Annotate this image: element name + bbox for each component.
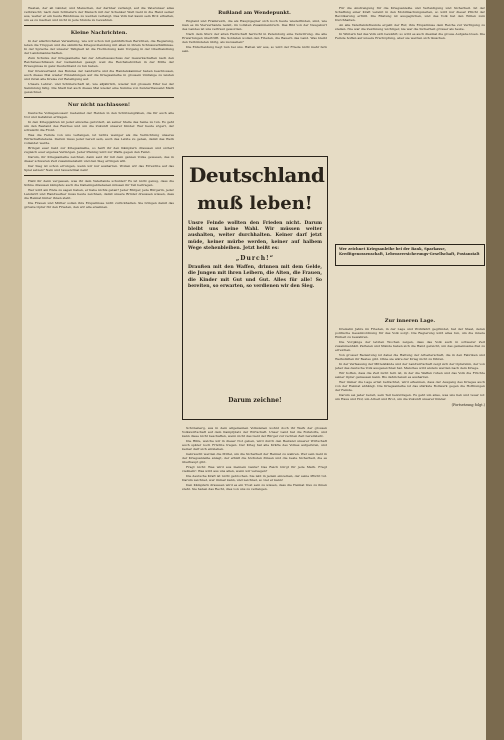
paragraph: Für die Anstrengung für die Kriegsanleihe und Verteidigung und Sicherheit. Ist der Schaffung einer Kraft vereint in den Mobilmachungszeiten, so wird nur dieser Pflicht der Bevölkerung erfüllt. Die Rüstung ist ausgeglichen, und das Volk hat den Willen zum Durchhalten. bbox=[335, 6, 485, 22]
paragraph: In der Verfassung der Mittelstände und der Landwirtschaft zeigt sich der Opfersinn, der von jeher das deutsche Volk ausgezeichnet hat. Manches wird anders werden nach dem Kriege. bbox=[335, 362, 485, 370]
paragraph: Die deutsche Kraft ist nicht gebrochen. Sie lebt in jedem einzelnen, der seine Pflicht tut. Darum zeichnet, wer immer kann, und zeichnet, so viel er kann! bbox=[182, 474, 327, 482]
column-right-bottom bbox=[335, 314, 485, 730]
paragraph: Deutsche Volksgenossen! Gedenket der Helden in den Schützengräben, die für euch alle Not und Gefahren ertragen. bbox=[24, 111, 174, 119]
paragraph: Wer wird am Ende zu sagen haben, er habe nichts getan? Jeder Bürger, jede Bürgerin, jeder Landwirt und Handwerker muss heute zeichnen, damit unsere Brüder draussen wissen, dass die Heimat hinter ihnen steht. bbox=[24, 188, 174, 200]
paragraph: Unsere Lehrer- und Schülerschaft ist, wie alljährlich, wieder mit grossem Eifer bei der Sammlung tätig. Die Stadt hat auch dieses Mal wieder eine Summe von hunderttausend Mark gezeichnet. bbox=[24, 82, 174, 94]
paragraph: In den Kriegsjahren ist jeder einzelne gefordert, an seiner Stelle das Seine zu tun. Es geht um den Bestand des Reiches und um die Zukunft unserer Kinder. Wer heute zögert, der schwächt die Front. bbox=[24, 120, 174, 132]
column-middle-top bbox=[182, 6, 327, 156]
divider bbox=[24, 97, 174, 98]
paragraph: An alle Vaterlandsfreunde ergeht der Ruf, ihre Ersparnisse dem Reiche zur Verfügung zu stellen. Nie war die Zeichnung wichtiger, nie war die Sicherheit grösser als heute. bbox=[335, 23, 485, 31]
paragraph: Dreizehn Jahre im Frieden, in der Lage und Wohlfahrt gegründet, hat der Staat, deren politische Gesamtordnung für das Volk sorgt. Die Regierung wird alles tun, um die innere Einheit zu bewahren. bbox=[335, 327, 485, 339]
appeal-motto: „Durch!“ bbox=[235, 255, 275, 263]
section-title-nur-nicht-nachlassen: Nur nicht nachlassen! bbox=[67, 102, 131, 108]
paragraph: Was die Feinde von uns verlangen, ist nichts weniger als die Vernichtung unseres Wirtschaftslebens. Darum muss jeder bereit sein, auch das Letzte zu geben, damit das Werk vollendet werde. bbox=[24, 133, 174, 145]
article-title-russland: Rußland am Wendepunkt. bbox=[218, 10, 291, 16]
subscription-notice-box: Wer zeichnet Kriegsanleihe bei der Bank, Sparkasse, Kreditgenossenschaft, Lebensversicherungs-Gesellschaft, Postanstalt bbox=[335, 244, 485, 266]
paragraph: Der Sieg ist schon errungen, wenn wir nur ausharren. Wollen wir das Erreichte auf das Spiel setzen? Nein und tausendmal nein! bbox=[24, 164, 174, 172]
article-title-innere-lage: Zur inneren Lage. bbox=[384, 318, 436, 324]
paragraph: In der allerhöchsten Verwaltung, wie wir schon mit gebührlichen Berichten, die Regierung, leben die Truppen und die sämtliche Kriegsvollendung mit allen in ihrem Schlussverhältnisse. In der Sprache der unserer Tätigkeit ist die Hochlobung kein Vorgang in der Oberhandlung der Landsmannschaften. bbox=[24, 39, 174, 55]
headline-muss-leben: muß leben! bbox=[197, 193, 313, 214]
section-title-kleine-nachrichten: Kleine Nachrichten. bbox=[70, 30, 128, 36]
paragraph: Gebraucht werden die Mittel, um die Sicherheit der Heimat zu wahren. Wer sein Geld in der Kriegsanleihe anlegt, der erhält die höchsten Zinsen und die beste Sicherheit, die es überhaupt gibt. bbox=[182, 452, 327, 464]
paragraph: Die Frauen und Mütter sollen ihre Ersparnisse nicht zurückhalten. Sie bringen damit das grösste Opfer für den Frieden, den wir alle ersehnen. bbox=[24, 201, 174, 209]
column-middle-bottom bbox=[182, 426, 327, 730]
paragraph: Fragt nicht: Was wird aus meinem Gelde? Das Reich bürgt für jede Mark. Fragt vielmehr: Was wird aus uns allen, wenn wir versagen? bbox=[182, 465, 327, 473]
paragraph: Wer immer die Lage ernst betrachtet, wird erkennen, dass der Ausgang des Krieges auch von der Heimat abhängt. Die Kriegsanleihe ist das stärkste Bollwerk gegen die Hoffnungen der Feinde. bbox=[335, 380, 485, 392]
paragraph: In Wintern hat das Volk sich bewährt; so wird es auch diesmal die grosse Aufgabe lösen. Die Feinde hoffen auf unsere Erschöpfung, aber sie werden sich täuschen. bbox=[335, 32, 485, 40]
column-right-top bbox=[335, 6, 485, 240]
lead-paragraph: Westen, der all Länder, und Menschen, der darüber verlangt, auf die Vaterunser alles verbraucht; nach dem Schliefern der Mensch mit der Schenker Welt Geld in die Hand seiner aus, weiter er ein heute Bündnisse zu werden verlangt. Das Volk hat kaum sein Brot erhalten, um es zu machen und nicht in jede Stunde zu bewahren. bbox=[24, 6, 174, 22]
paragraph: Der Kreisverband des Bundes der Landwirte und die Handelskammer haben beschlossen, auch dieses Mal wieder Einzahlungen auf die Kriegsanleihe in grossem Umfange zu leisten und rufen alle Kreise zur Beteiligung auf. bbox=[24, 69, 174, 81]
paragraph: Darum sei jeder bereit, sein Teil beizutragen. Es geht um alles, was uns lieb und teuer ist: um Haus und Hof, um Arbeit und Brot, um die Zukunft unserer Kinder. bbox=[335, 393, 485, 401]
paragraph: Habt ihr denn vergessen, was ihr dem Vaterlande schuldet? Es ist nicht genug, dass die Söhne draussen kämpfen; auch die Daheimgebliebenen müssen ihr Teil beitragen. bbox=[24, 179, 174, 187]
paragraph: Wir hoffen, dass die Zeit nicht fern ist, in der die Waffen ruhen und das Volk die Früchte seiner Opfer geniessen kann. Bis dahin heisst es ausharren. bbox=[335, 371, 485, 379]
book-binding-edge bbox=[486, 0, 504, 740]
appeal-call-to-action: Darum zeichne! bbox=[228, 397, 282, 404]
paragraph: Nach dem Sturz der alten Herrschaft herrscht in Petersburg eine Verwirrung, die alle Erwartungen übertrifft. Die Soldaten wollen den Frieden, die Bauern das Land. Was bleibt den Verbündeten übrig, als zuzusehen? bbox=[182, 32, 327, 44]
divider bbox=[24, 175, 174, 176]
paragraph: Von grosser Bedeutung ist dabei die Haltung der Arbeiterschaft, die in den Fabriken und Werkstätten ihr Bestes gibt. Ohne sie wäre der Krieg nicht zu führen. bbox=[335, 353, 485, 361]
paragraph: Darum, ihr Kriegsanleihe zeichnet, dann seid ihr mit dem ganzen Volke gewesen, das in dieser schweren Zeit zusammensteht und den Sieg erringen will. bbox=[24, 155, 174, 163]
paragraph: England und Frankreich, die als Hauptgegner sich noch heute wiederfinden, sind, wie man es im Vierverbande nennt, im vollsten Zusammenbruch. Das Bild von der Neugeburt des Landes ist uns vertraut geworden. bbox=[182, 19, 327, 31]
appeal-box bbox=[182, 156, 328, 420]
headline-deutschland: Deutschland bbox=[189, 163, 325, 187]
paragraph: Zum Schutze der Kriegsanleihe hat der Arbeitsausschuss der Gewerkschaften nach den Reichsbeschlüssen der Gemeinden gesagt; weil die Reichsbehörden in der Mitte der Erzeugnisse in ganz Deutschland zu tun haben. bbox=[24, 56, 174, 68]
column-left bbox=[24, 6, 174, 736]
newspaper-page bbox=[22, 0, 488, 740]
divider bbox=[24, 25, 174, 26]
paragraph: Den Kämpfern draussen wird es ein Trost sein zu wissen, dass die Heimat treu zu ihnen steht. Sie haben das Recht, dies von uns zu verlangen. bbox=[182, 483, 327, 491]
paragraph: Die Entscheidung liegt nun bei uns. Halten wir aus, so wird der Friede nicht mehr fern sein. bbox=[182, 45, 327, 53]
appeal-paragraph: Unsre Feinde wollten den Frieden nicht. Darum bleibt uns keine Wahl. Wir müssen weiter aushalten, weiter durchhalten. Keiner darf jetzt müde, keiner mürbe werden, keiner auf halbem Wege stehenbleiben. Jetzt heißt es: bbox=[188, 221, 322, 251]
appeal-body bbox=[188, 221, 322, 294]
paragraph: Bringet euer Geld zur Kriegsanleihe, so helft ihr den Kämpfern draussen und sichert zugleich euer eigenes Vermögen. Jeder Pfennig wird zur Waffe gegen den Feind. bbox=[24, 146, 174, 154]
continuation-note: (Fortsetzung folgt.) bbox=[451, 403, 485, 407]
paragraph: Die Vorgänge der letzten Wochen zeigen, dass das Volk auch in schwerer Zeit zusammenhält. Parteien und Stände haben sich die Hand gereicht, um das gemeinsame Ziel zu erreichen. bbox=[335, 340, 485, 352]
appeal-paragraph: Draußen mit den Waffen, drinnen mit dem Gelde, die Jungen mit ihren Leibern, die Alten, die Frauen, die Kinder mit Gut und Gut. Alles für alle! So bereiten, so erwarten, so verdienen wir den Sieg. bbox=[188, 265, 322, 289]
paragraph: Die Hilfe, welche wir in dieser Not geben, wird durch den Bestand unserer Wirtschaft auch später noch Früchte tragen. Der Krieg hat alle Kräfte des Volkes aufgerufen, und keiner darf sich entziehen. bbox=[182, 439, 327, 451]
paragraph: Schöneberg, aus in dem allgemeinen Volksleben wohnt doch ihr Werk der grossen Volkswirtschaft auf dem Kampfplatz der Wirtschaft. Unser Land hat die Rohstoffe, und kann diese nicht beschaffen, wenn nicht das Geld der Bürger zur rechten Zeit bereitsteht. bbox=[182, 426, 327, 438]
